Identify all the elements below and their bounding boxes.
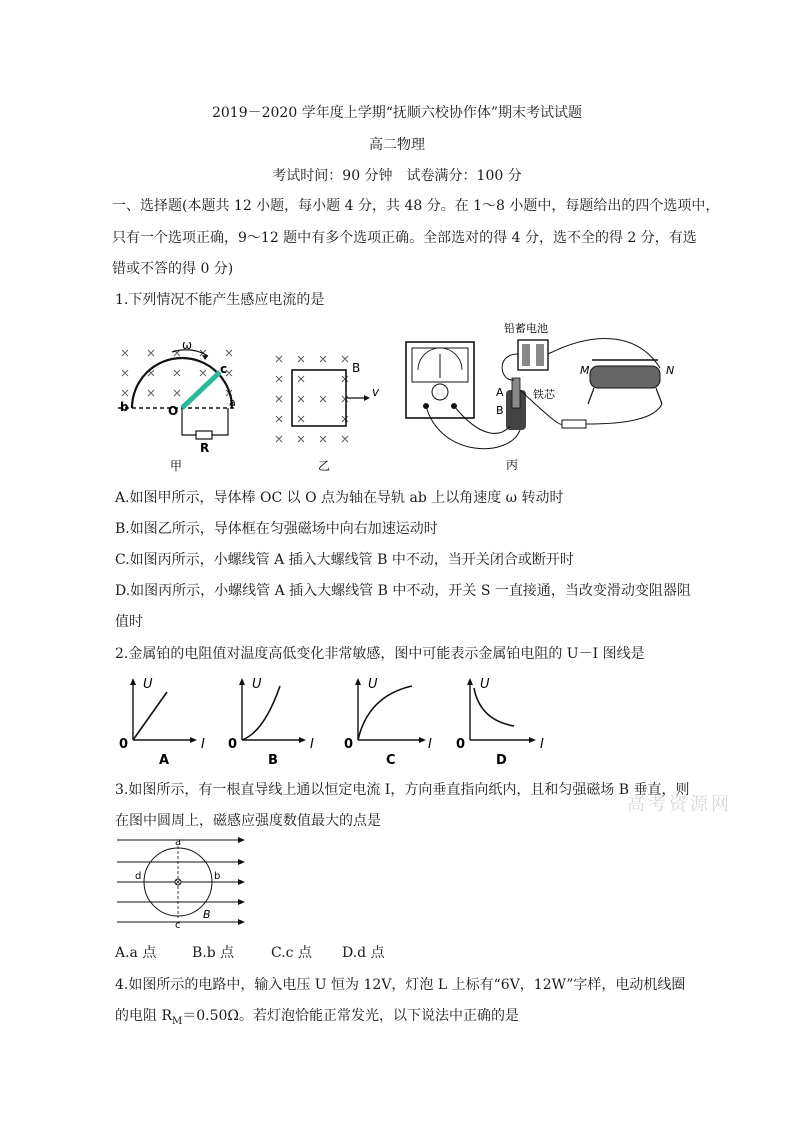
u-label: U	[480, 677, 490, 692]
rod-OC	[182, 372, 220, 408]
label-b: b	[120, 400, 129, 414]
q4-line2-post: ＝0.50Ω。若灯泡恰能正常发光，以下说法中正确的是	[182, 1008, 520, 1024]
i-axis-arrowhead	[529, 737, 536, 743]
label-M: M	[580, 364, 590, 377]
section-intro-line-1: 一、选择题(本题共 12 小题，每小题 4 分，共 48 分。在 1～8 小题中，每题给出的四个选项中，	[112, 198, 720, 214]
origin-label: 0	[119, 737, 129, 752]
exam-info: 考试时间：90 分钟 试卷满分：100 分	[272, 168, 522, 184]
q1-figure-bing	[400, 318, 685, 473]
origin-label: 0	[228, 737, 238, 752]
graph-label-B: B	[268, 753, 278, 768]
q1-option-D-cont: 值时	[115, 614, 143, 630]
magnetic-field-crosses	[276, 356, 348, 442]
graph-label-C: C	[386, 753, 396, 768]
q4-stem-line-2	[115, 1007, 519, 1031]
i-label: I	[201, 737, 205, 752]
label-b: b	[214, 871, 221, 882]
velocity-arrowhead	[364, 395, 370, 401]
q4-line2-pre: 的电阻 R	[115, 1008, 172, 1024]
q1-stem: 1.下列情况不能产生感应电流的是	[115, 292, 325, 308]
i-axis-arrowhead	[299, 737, 306, 743]
q2-graph-B	[224, 672, 314, 767]
wire	[548, 338, 660, 368]
q2-graph-A	[115, 672, 205, 767]
q2-graph-C	[340, 672, 435, 767]
q2-graph-D	[452, 672, 547, 767]
label-N: N	[666, 364, 675, 377]
label-d: d	[135, 871, 142, 882]
caption-bing: 丙	[506, 458, 519, 472]
q3-option-A: A.a 点	[115, 945, 157, 961]
origin-label: 0	[456, 737, 466, 752]
watermark: 高考资源网	[627, 794, 732, 815]
q4-line2-sub: M	[172, 1015, 183, 1027]
resistor-R	[196, 431, 212, 439]
q3-option-B: B.b 点	[192, 945, 235, 961]
label-A: A	[496, 386, 504, 399]
caption-yi: 乙	[318, 459, 331, 473]
u-axis-arrowhead	[467, 678, 473, 685]
q1-figure-jia	[112, 340, 252, 475]
graph-line-C	[358, 686, 412, 740]
i-axis-arrowhead	[190, 737, 197, 743]
i-label: I	[310, 737, 314, 752]
subject-title: 高二物理	[369, 137, 425, 153]
section-intro-line-3: 错或不答的得 0 分)	[112, 261, 234, 277]
q1-option-C: C.如图丙所示，小螺线管 A 插入大螺线管 B 中不动，当开关闭合或断开时	[115, 552, 574, 568]
label-a: a	[175, 837, 182, 848]
core-label: 铁芯	[533, 388, 555, 401]
omega-label: ω	[182, 338, 193, 352]
semicircle-rail	[132, 358, 232, 408]
label-c: c	[175, 920, 181, 931]
label-B: B	[203, 908, 211, 921]
i-label: I	[540, 737, 544, 752]
q1-option-D: D.如图丙所示，小螺线管 A 插入大螺线管 B 中不动，开关 S 一直接通，当改变滑动变阻器阻	[115, 583, 691, 599]
switch-S	[562, 420, 586, 428]
q3-option-D: D.d 点	[342, 945, 385, 961]
u-axis-arrowhead	[355, 678, 361, 685]
coil-A	[512, 378, 520, 408]
exam-title: 2019－2020 学年度上学期“抚顺六校协作体”期末考试试题	[211, 105, 583, 121]
q3-stem-line-1: 3.如图所示，有一根直导线上通以恒定电流 I，方向垂直指向纸内，且和匀强磁场 B 垂直，则	[115, 782, 690, 798]
graph-line-A	[133, 692, 167, 740]
battery-label: 铅蓄电池	[504, 322, 548, 335]
wire	[502, 354, 518, 380]
u-label: U	[143, 677, 153, 692]
graph-line-B	[242, 686, 280, 740]
label-B: B	[352, 361, 361, 375]
graph-label-D: D	[496, 753, 507, 768]
label-v: v	[372, 385, 380, 399]
label-O: O	[168, 404, 179, 418]
q3-option-C: C.c 点	[271, 945, 312, 961]
section-intro-line-2: 只有一个选项正确，9～12 题中有多个选项正确。全部选对的得 4 分，选不全的得 2 分，有选	[112, 230, 697, 246]
rheostat-coil	[590, 366, 660, 388]
field-arrowheads	[238, 837, 245, 925]
q3-figure	[115, 832, 250, 940]
q4-stem-line-1: 4.如图所示的电路中，输入电压 U 恒为 12V，灯泡 L 上标有“6V，12W”字样，电动机线圈	[115, 977, 686, 993]
q1-option-A: A.如图甲所示，导体棒 OC 以 O 点为轴在导轨 ab 上以角速度 ω 转动时	[115, 490, 564, 506]
q3-stem-line-2: 在图中圆周上，磁感应强度数值最大的点是	[115, 813, 381, 829]
label-a: a	[229, 396, 236, 409]
graph-label-A: A	[159, 753, 170, 768]
q1-figure-yi	[272, 352, 382, 477]
label-R: R	[200, 441, 210, 455]
u-axis-arrowhead	[239, 678, 245, 685]
rheostat-legs	[588, 388, 662, 404]
u-label: U	[368, 677, 378, 692]
u-axis-arrowhead	[130, 678, 136, 685]
graph-line-D	[474, 688, 514, 726]
origin-label: 0	[344, 737, 354, 752]
u-label: U	[252, 677, 262, 692]
q2-stem: 2.金属铂的电阻值对温度高低变化非常敏感，图中可能表示金属铂电阻的 U－I 图线是	[115, 646, 645, 662]
i-axis-arrowhead	[419, 737, 426, 743]
q1-option-B: B.如图乙所示，导体框在匀强磁场中向右加速运动时	[115, 521, 438, 537]
label-B: B	[496, 404, 504, 417]
i-label: I	[428, 737, 432, 752]
caption-jia: 甲	[170, 459, 183, 473]
battery-cell	[536, 344, 544, 366]
label-c: c	[220, 362, 228, 376]
battery-cell	[522, 344, 530, 366]
